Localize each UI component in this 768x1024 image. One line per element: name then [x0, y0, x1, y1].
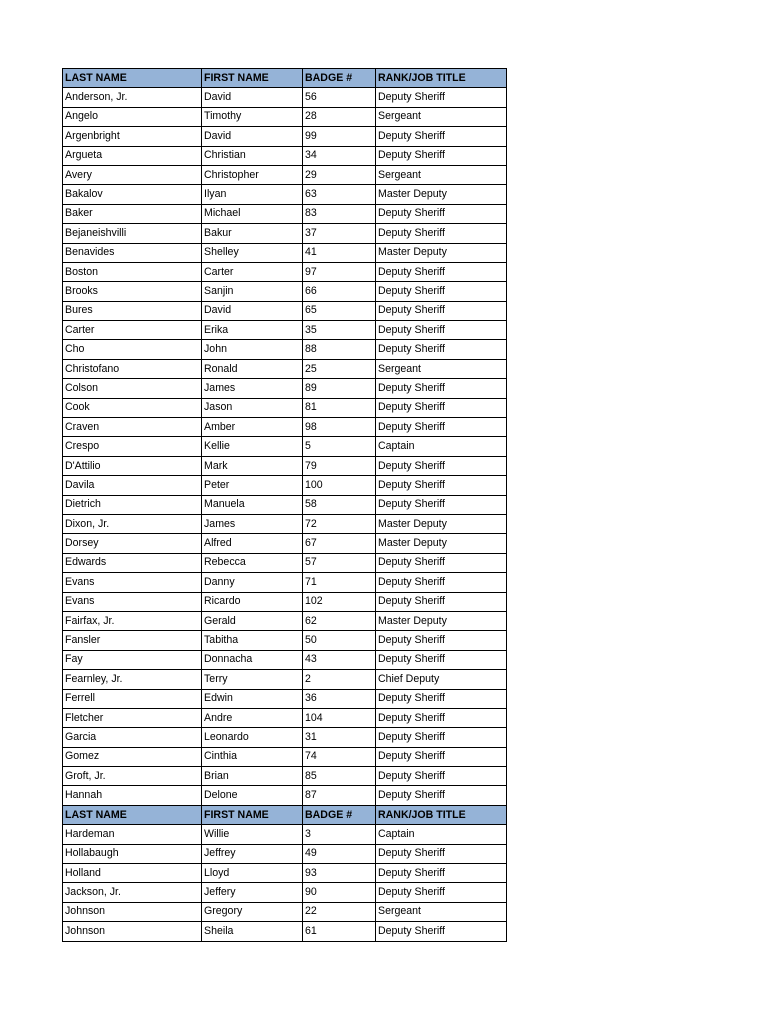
rank-title-cell: Sergeant [376, 359, 507, 378]
badge-number-cell: 58 [303, 495, 376, 514]
badge-number-cell: 34 [303, 146, 376, 165]
table-row [63, 592, 507, 611]
first-name-cell: Danny [202, 573, 303, 592]
rank-title-cell: Deputy Sheriff [376, 883, 507, 902]
badge-number-cell: 62 [303, 611, 376, 630]
first-name-cell: Jason [202, 398, 303, 417]
table-row [63, 883, 507, 902]
last-name-cell: Craven [63, 418, 202, 437]
first-name-cell: Erika [202, 321, 303, 340]
rank-title-cell: Sergeant [376, 107, 507, 126]
rank-title-cell: Chief Deputy [376, 670, 507, 689]
table-row [63, 495, 507, 514]
last-name-cell: Carter [63, 321, 202, 340]
rank-title-cell: Deputy Sheriff [376, 728, 507, 747]
first-name-cell: Ronald [202, 359, 303, 378]
badge-number-cell: 85 [303, 767, 376, 786]
badge-number-cell: 83 [303, 204, 376, 223]
last-name-cell: Christofano [63, 359, 202, 378]
badge-number-cell: 99 [303, 127, 376, 146]
table-row [63, 553, 507, 572]
badge-number-cell: 79 [303, 456, 376, 475]
rank-title-cell: Deputy Sheriff [376, 88, 507, 107]
last-name-cell: Boston [63, 262, 202, 281]
table-row [63, 611, 507, 630]
table-row [63, 670, 507, 689]
rank-title-cell: Deputy Sheriff [376, 922, 507, 941]
last-name-cell: Cook [63, 398, 202, 417]
last-name-cell: Bures [63, 301, 202, 320]
first-name-cell: Manuela [202, 495, 303, 514]
rank-title-cell: Deputy Sheriff [376, 767, 507, 786]
last-name-cell: Johnson [63, 922, 202, 941]
first-name-cell: David [202, 88, 303, 107]
last-name-cell: Brooks [63, 282, 202, 301]
table-row [63, 107, 507, 126]
last-name-cell: Baker [63, 204, 202, 223]
rank-title-cell: Sergeant [376, 902, 507, 921]
last-name-cell: Cho [63, 340, 202, 359]
badge-number-cell: 22 [303, 902, 376, 921]
rank-title-cell: Deputy Sheriff [376, 708, 507, 727]
badge-number-cell: 65 [303, 301, 376, 320]
first-name-header: FIRST NAME [202, 805, 303, 824]
first-name-cell: Rebecca [202, 553, 303, 572]
rank-title-cell: Deputy Sheriff [376, 204, 507, 223]
badge-number-cell: 56 [303, 88, 376, 107]
first-name-cell: Carter [202, 262, 303, 281]
first-name-cell: Amber [202, 418, 303, 437]
last-name-cell: Groft, Jr. [63, 767, 202, 786]
table-row [63, 204, 507, 223]
badge-number-cell: 74 [303, 747, 376, 766]
badge-number-cell: 28 [303, 107, 376, 126]
rank-title-cell: Deputy Sheriff [376, 495, 507, 514]
rank-title-cell: Deputy Sheriff [376, 379, 507, 398]
table-row [63, 514, 507, 533]
rank-title-cell: Deputy Sheriff [376, 321, 507, 340]
rank-title-cell: Captain [376, 437, 507, 456]
rank-title-cell: Sergeant [376, 165, 507, 184]
last-name-cell: Fletcher [63, 708, 202, 727]
table-row [63, 631, 507, 650]
table-row [63, 398, 507, 417]
table-row [63, 456, 507, 475]
table-row [63, 747, 507, 766]
rank-title-cell: Deputy Sheriff [376, 282, 507, 301]
table-header-row [63, 805, 507, 824]
last-name-cell: Fearnley, Jr. [63, 670, 202, 689]
badge-number-cell: 37 [303, 224, 376, 243]
rank-title-cell: Master Deputy [376, 611, 507, 630]
last-name-cell: Evans [63, 573, 202, 592]
rank-title-cell: Deputy Sheriff [376, 340, 507, 359]
last-name-header: LAST NAME [63, 805, 202, 824]
first-name-cell: Edwin [202, 689, 303, 708]
last-name-cell: Bejaneishvilli [63, 224, 202, 243]
badge-number-cell: 87 [303, 786, 376, 805]
badge-number-cell: 102 [303, 592, 376, 611]
badge-number-cell: 50 [303, 631, 376, 650]
first-name-cell: Kellie [202, 437, 303, 456]
table-row [63, 224, 507, 243]
rank-title-cell: Deputy Sheriff [376, 553, 507, 572]
first-name-cell: Shelley [202, 243, 303, 262]
rank-title-cell: Deputy Sheriff [376, 127, 507, 146]
first-name-header: FIRST NAME [202, 69, 303, 88]
first-name-cell: Christian [202, 146, 303, 165]
badge-number-cell: 25 [303, 359, 376, 378]
rank-title-cell: Deputy Sheriff [376, 398, 507, 417]
table-row [63, 728, 507, 747]
badge-number-cell: 89 [303, 379, 376, 398]
table-row [63, 185, 507, 204]
table-row [63, 127, 507, 146]
last-name-cell: Garcia [63, 728, 202, 747]
last-name-cell: Benavides [63, 243, 202, 262]
first-name-cell: Ilyan [202, 185, 303, 204]
table-row [63, 534, 507, 553]
first-name-cell: John [202, 340, 303, 359]
last-name-cell: Hollabaugh [63, 844, 202, 863]
first-name-cell: Gerald [202, 611, 303, 630]
badge-number-cell: 72 [303, 514, 376, 533]
badge-number-cell: 5 [303, 437, 376, 456]
first-name-cell: Delone [202, 786, 303, 805]
badge-number-cell: 88 [303, 340, 376, 359]
table-row [63, 825, 507, 844]
last-name-cell: Fay [63, 650, 202, 669]
badge-number-cell: 71 [303, 573, 376, 592]
first-name-cell: Mark [202, 456, 303, 475]
table-row [63, 922, 507, 941]
rank-title-cell: Deputy Sheriff [376, 786, 507, 805]
table-row [63, 689, 507, 708]
table-header-row [63, 69, 507, 88]
badge-number-cell: 104 [303, 708, 376, 727]
rank-title-cell: Captain [376, 825, 507, 844]
last-name-cell: Dixon, Jr. [63, 514, 202, 533]
badge-number-cell: 61 [303, 922, 376, 941]
table-row [63, 902, 507, 921]
badge-number-cell: 49 [303, 844, 376, 863]
first-name-cell: Ricardo [202, 592, 303, 611]
first-name-cell: Sanjin [202, 282, 303, 301]
table-row [63, 340, 507, 359]
first-name-cell: Brian [202, 767, 303, 786]
last-name-cell: Argenbright [63, 127, 202, 146]
last-name-cell: Bakalov [63, 185, 202, 204]
badge-number-cell: 41 [303, 243, 376, 262]
rank-title-cell: Master Deputy [376, 514, 507, 533]
first-name-cell: Timothy [202, 107, 303, 126]
last-name-cell: Crespo [63, 437, 202, 456]
rank-title-cell: Deputy Sheriff [376, 301, 507, 320]
rank-title-cell: Deputy Sheriff [376, 262, 507, 281]
last-name-cell: Evans [63, 592, 202, 611]
table-row [63, 844, 507, 863]
last-name-cell: Holland [63, 864, 202, 883]
badge-number-header: BADGE # [303, 69, 376, 88]
badge-number-cell: 2 [303, 670, 376, 689]
rank-title-cell: Deputy Sheriff [376, 747, 507, 766]
first-name-cell: Christopher [202, 165, 303, 184]
table-row [63, 573, 507, 592]
first-name-cell: Michael [202, 204, 303, 223]
rank-title-cell: Deputy Sheriff [376, 844, 507, 863]
rank-title-header: RANK/JOB TITLE [376, 69, 507, 88]
table-row [63, 864, 507, 883]
last-name-cell: Jackson, Jr. [63, 883, 202, 902]
roster-table [62, 68, 507, 942]
badge-number-cell: 43 [303, 650, 376, 669]
table-row [63, 282, 507, 301]
first-name-cell: David [202, 301, 303, 320]
first-name-cell: Jeffrey [202, 844, 303, 863]
rank-title-cell: Deputy Sheriff [376, 418, 507, 437]
last-name-cell: Hannah [63, 786, 202, 805]
first-name-cell: Andre [202, 708, 303, 727]
rank-title-cell: Deputy Sheriff [376, 456, 507, 475]
badge-number-cell: 3 [303, 825, 376, 844]
last-name-cell: Fairfax, Jr. [63, 611, 202, 630]
first-name-cell: Alfred [202, 534, 303, 553]
first-name-cell: David [202, 127, 303, 146]
last-name-cell: Angelo [63, 107, 202, 126]
last-name-cell: D'Attilio [63, 456, 202, 475]
rank-title-cell: Master Deputy [376, 185, 507, 204]
badge-number-cell: 100 [303, 476, 376, 495]
rank-title-cell: Deputy Sheriff [376, 864, 507, 883]
table-row [63, 321, 507, 340]
badge-number-cell: 31 [303, 728, 376, 747]
first-name-cell: Donnacha [202, 650, 303, 669]
last-name-cell: Davila [63, 476, 202, 495]
rank-title-cell: Deputy Sheriff [376, 631, 507, 650]
rank-title-cell: Deputy Sheriff [376, 573, 507, 592]
last-name-cell: Fansler [63, 631, 202, 650]
rank-title-cell: Master Deputy [376, 243, 507, 262]
table-row [63, 437, 507, 456]
first-name-cell: Sheila [202, 922, 303, 941]
badge-number-cell: 57 [303, 553, 376, 572]
rank-title-cell: Deputy Sheriff [376, 650, 507, 669]
rank-title-cell: Deputy Sheriff [376, 592, 507, 611]
table-row [63, 379, 507, 398]
badge-number-cell: 81 [303, 398, 376, 417]
table-row [63, 767, 507, 786]
first-name-cell: James [202, 379, 303, 398]
first-name-cell: Terry [202, 670, 303, 689]
first-name-cell: Cinthia [202, 747, 303, 766]
last-name-cell: Colson [63, 379, 202, 398]
table-row [63, 146, 507, 165]
table-row [63, 88, 507, 107]
table-row [63, 165, 507, 184]
badge-number-cell: 93 [303, 864, 376, 883]
badge-number-cell: 36 [303, 689, 376, 708]
rank-title-header: RANK/JOB TITLE [376, 805, 507, 824]
table-row [63, 301, 507, 320]
first-name-cell: Peter [202, 476, 303, 495]
first-name-cell: Willie [202, 825, 303, 844]
rank-title-cell: Deputy Sheriff [376, 476, 507, 495]
rank-title-cell: Master Deputy [376, 534, 507, 553]
first-name-cell: Jeffery [202, 883, 303, 902]
badge-number-cell: 66 [303, 282, 376, 301]
last-name-cell: Edwards [63, 553, 202, 572]
last-name-cell: Gomez [63, 747, 202, 766]
last-name-cell: Avery [63, 165, 202, 184]
first-name-cell: Tabitha [202, 631, 303, 650]
badge-number-cell: 97 [303, 262, 376, 281]
first-name-cell: James [202, 514, 303, 533]
table-row [63, 418, 507, 437]
badge-number-cell: 29 [303, 165, 376, 184]
last-name-cell: Dorsey [63, 534, 202, 553]
table-row [63, 243, 507, 262]
first-name-cell: Leonardo [202, 728, 303, 747]
last-name-cell: Dietrich [63, 495, 202, 514]
rank-title-cell: Deputy Sheriff [376, 689, 507, 708]
table-row [63, 708, 507, 727]
table-row [63, 262, 507, 281]
badge-number-cell: 63 [303, 185, 376, 204]
last-name-cell: Johnson [63, 902, 202, 921]
table-row [63, 650, 507, 669]
last-name-cell: Argueta [63, 146, 202, 165]
first-name-cell: Lloyd [202, 864, 303, 883]
badge-number-cell: 98 [303, 418, 376, 437]
first-name-cell: Bakur [202, 224, 303, 243]
rank-title-cell: Deputy Sheriff [376, 146, 507, 165]
badge-number-cell: 67 [303, 534, 376, 553]
table-row [63, 786, 507, 805]
last-name-cell: Hardeman [63, 825, 202, 844]
last-name-header: LAST NAME [63, 69, 202, 88]
table-row [63, 476, 507, 495]
last-name-cell: Anderson, Jr. [63, 88, 202, 107]
table-row [63, 359, 507, 378]
badge-number-cell: 35 [303, 321, 376, 340]
rank-title-cell: Deputy Sheriff [376, 224, 507, 243]
badge-number-cell: 90 [303, 883, 376, 902]
badge-number-header: BADGE # [303, 805, 376, 824]
roster-table-body [63, 69, 507, 942]
first-name-cell: Gregory [202, 902, 303, 921]
last-name-cell: Ferrell [63, 689, 202, 708]
